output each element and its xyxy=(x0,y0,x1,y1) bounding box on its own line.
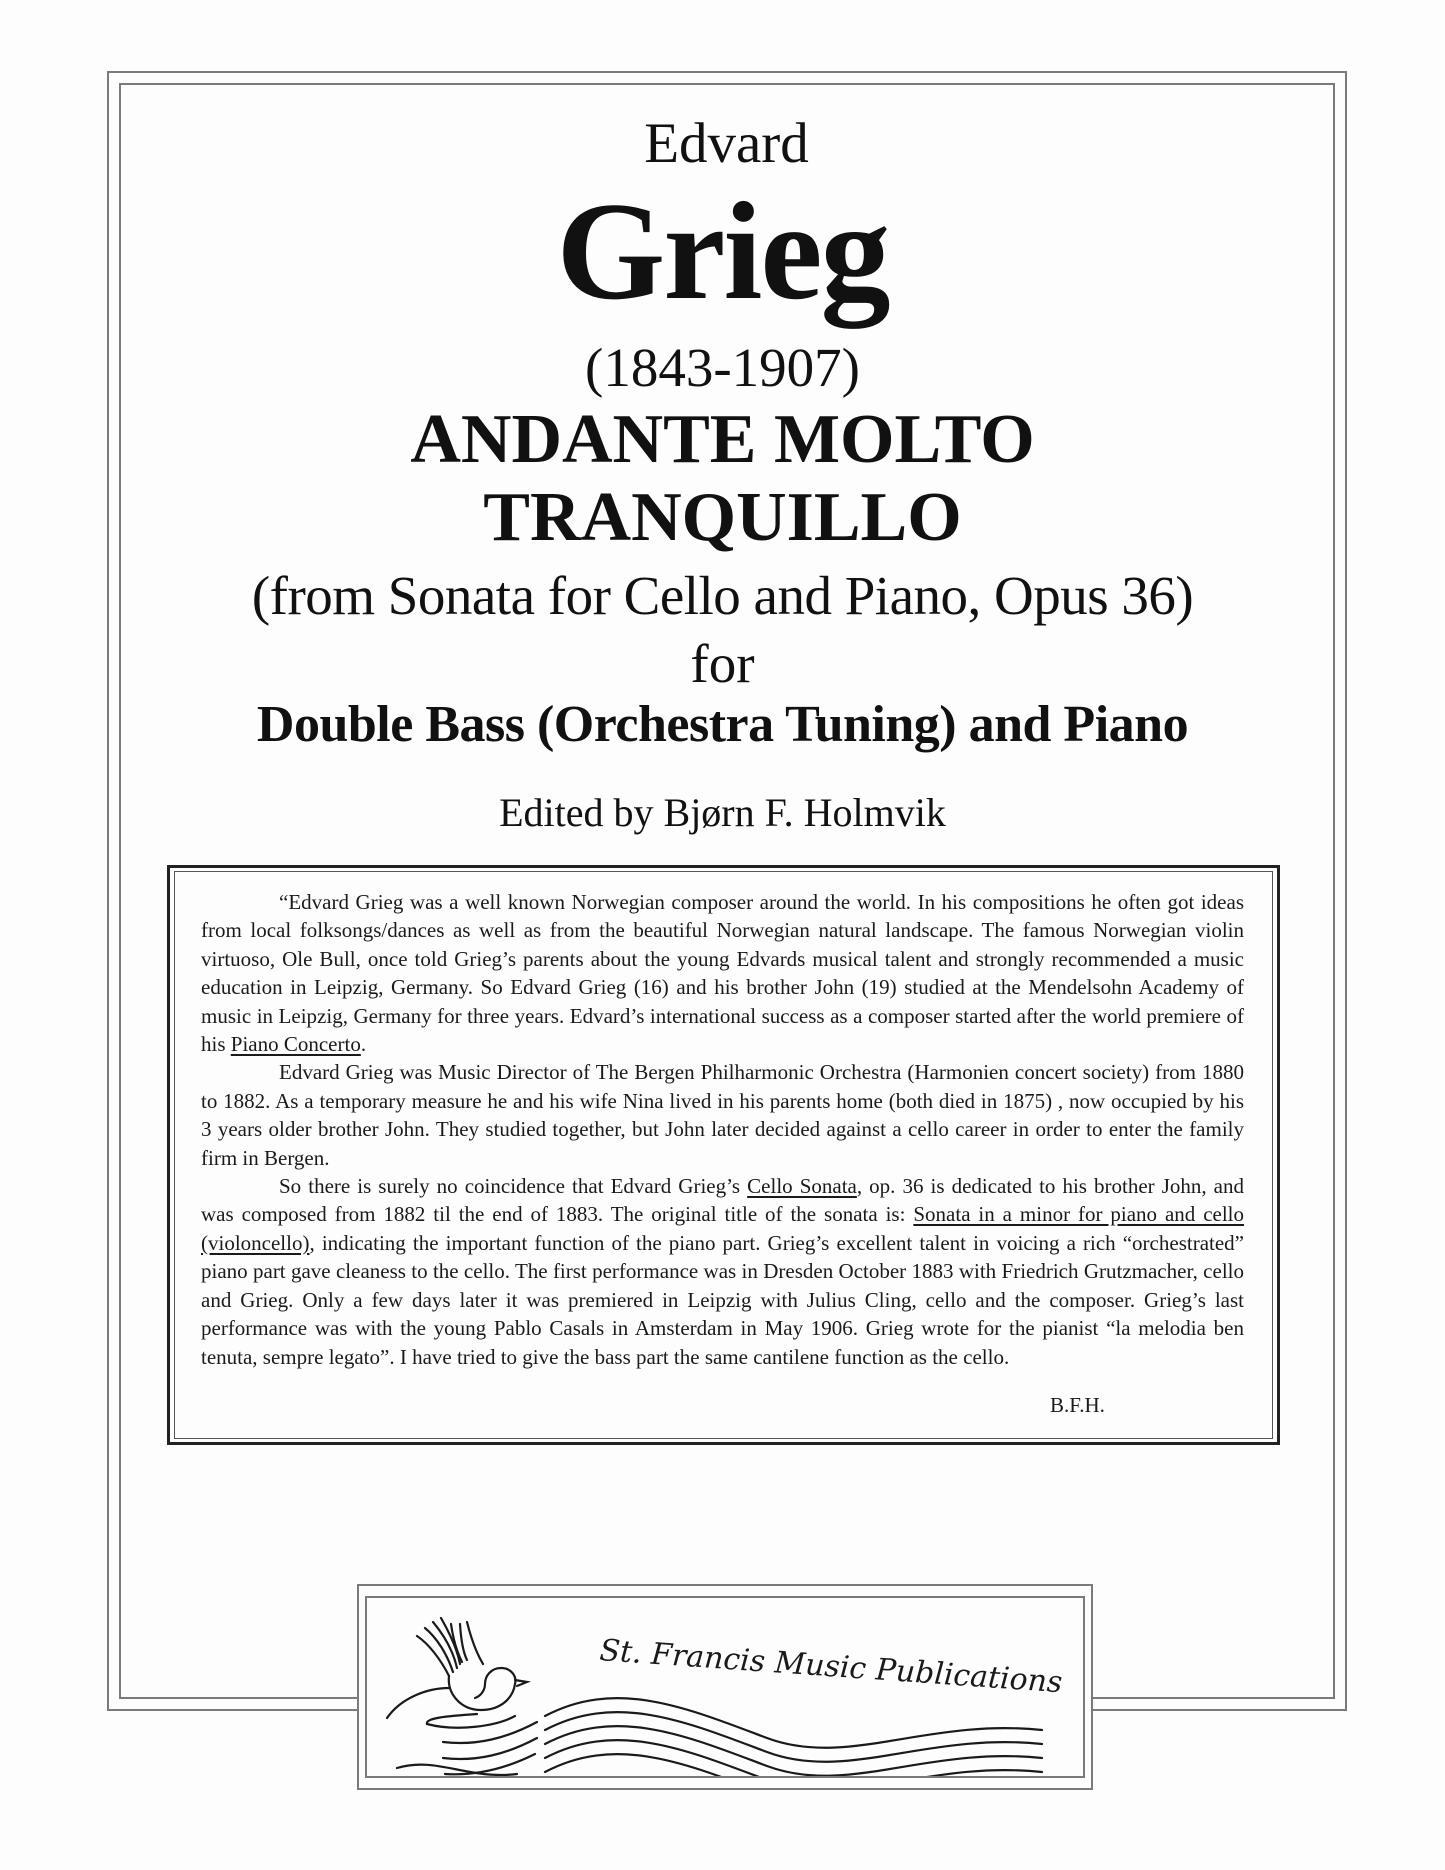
for-word: for xyxy=(690,633,755,694)
piece-title-line-1: ANDANTE MOLTO xyxy=(410,401,1035,478)
original-title-reference: Sonata in a minor for piano and cello (violoncello) xyxy=(201,1202,1245,1255)
publisher-logo xyxy=(367,1598,1083,1776)
notes-paragraph-1 xyxy=(201,888,1244,1058)
cello-sonata-reference: Cello Sonata xyxy=(747,1174,857,1199)
notes-p3-part-3: , indicating the important function of the piano part. Grieg’s excellent talent in voicing a rich “orchestrated” piano part gave cleaness to the cello. The first performance was in Dresden October 1883 with Friedrich Grutzmacher, cello and Grieg. Only a few days later it was premiered in Leipzig with Julius Cling, cello and the composer. Grieg’s last performance was with the young Pablo Casals in Amsterdam in May 1906. Grieg wrote for the pianist “la melodia ben tenuta, sempre legato”. I have tried to give the bass part the same cantilene function as the cello. xyxy=(201,1230,1244,1369)
editor-credit: Edited by Bjørn F. Holmvik xyxy=(499,790,946,835)
notes-p1-text: “Edvard Grieg was a well known Norwegian composer around the world. In his compositions he often got ideas from local folksongs/dances as well as from the beautiful Norwegian natural landscape. The famous Norwegian violin virtuoso, Ole Bull, once told Grieg’s parents about the young Edvards musical talent and strongly recommended a music education in Leipzig, Germany. So Edvard Grieg (16) and his brother John (19) studied at the Mendelsohn Academy of music in Leipzig, Germany for three years. Edvard’s international success as a composer started after the world premiere of his xyxy=(201,890,1244,1057)
composer-last-name: Grieg xyxy=(556,174,889,329)
notes-p3-part-1: So there is surely no coincidence that Edvard Grieg’s xyxy=(279,1174,748,1199)
piece-title-line-2: TRANQUILLO xyxy=(483,479,962,556)
notes-p3-part-2: , op. 36 is dedicated to his brother John, and was composed from 1882 til the end of 1883. The original title of the sonata is: xyxy=(201,1174,1244,1227)
program-notes xyxy=(201,888,1244,1371)
composer-dates: (1843-1907) xyxy=(585,337,860,398)
piece-subtitle: (from Sonata for Cello and Piano, Opus 36) xyxy=(251,565,1194,626)
notes-signature: B.F.H. xyxy=(1050,1393,1105,1417)
piano-concerto-reference: Piano Concerto xyxy=(230,1032,361,1057)
composer-first-name: Edvard xyxy=(644,112,809,175)
publisher-name: St. Francis Music Publications xyxy=(598,1633,1064,1701)
instrumentation: Double Bass (Orchestra Tuning) and Piano xyxy=(256,696,1189,753)
notes-paragraph-3 xyxy=(201,1172,1244,1371)
notes-p1-end: . xyxy=(360,1032,367,1057)
notes-paragraph-2: Edvard Grieg was Music Director of The Bergen Philharmonic Orchestra (Harmonien concert society) from 1880 to 1882. As a temporary measure he and his wife Nina lived in his parents home (both died in 1875) , now occupied by his 3 years older brother John. They studied together, but John later decided against a cello career in order to enter the family firm in Bergen. xyxy=(201,1060,1244,1170)
